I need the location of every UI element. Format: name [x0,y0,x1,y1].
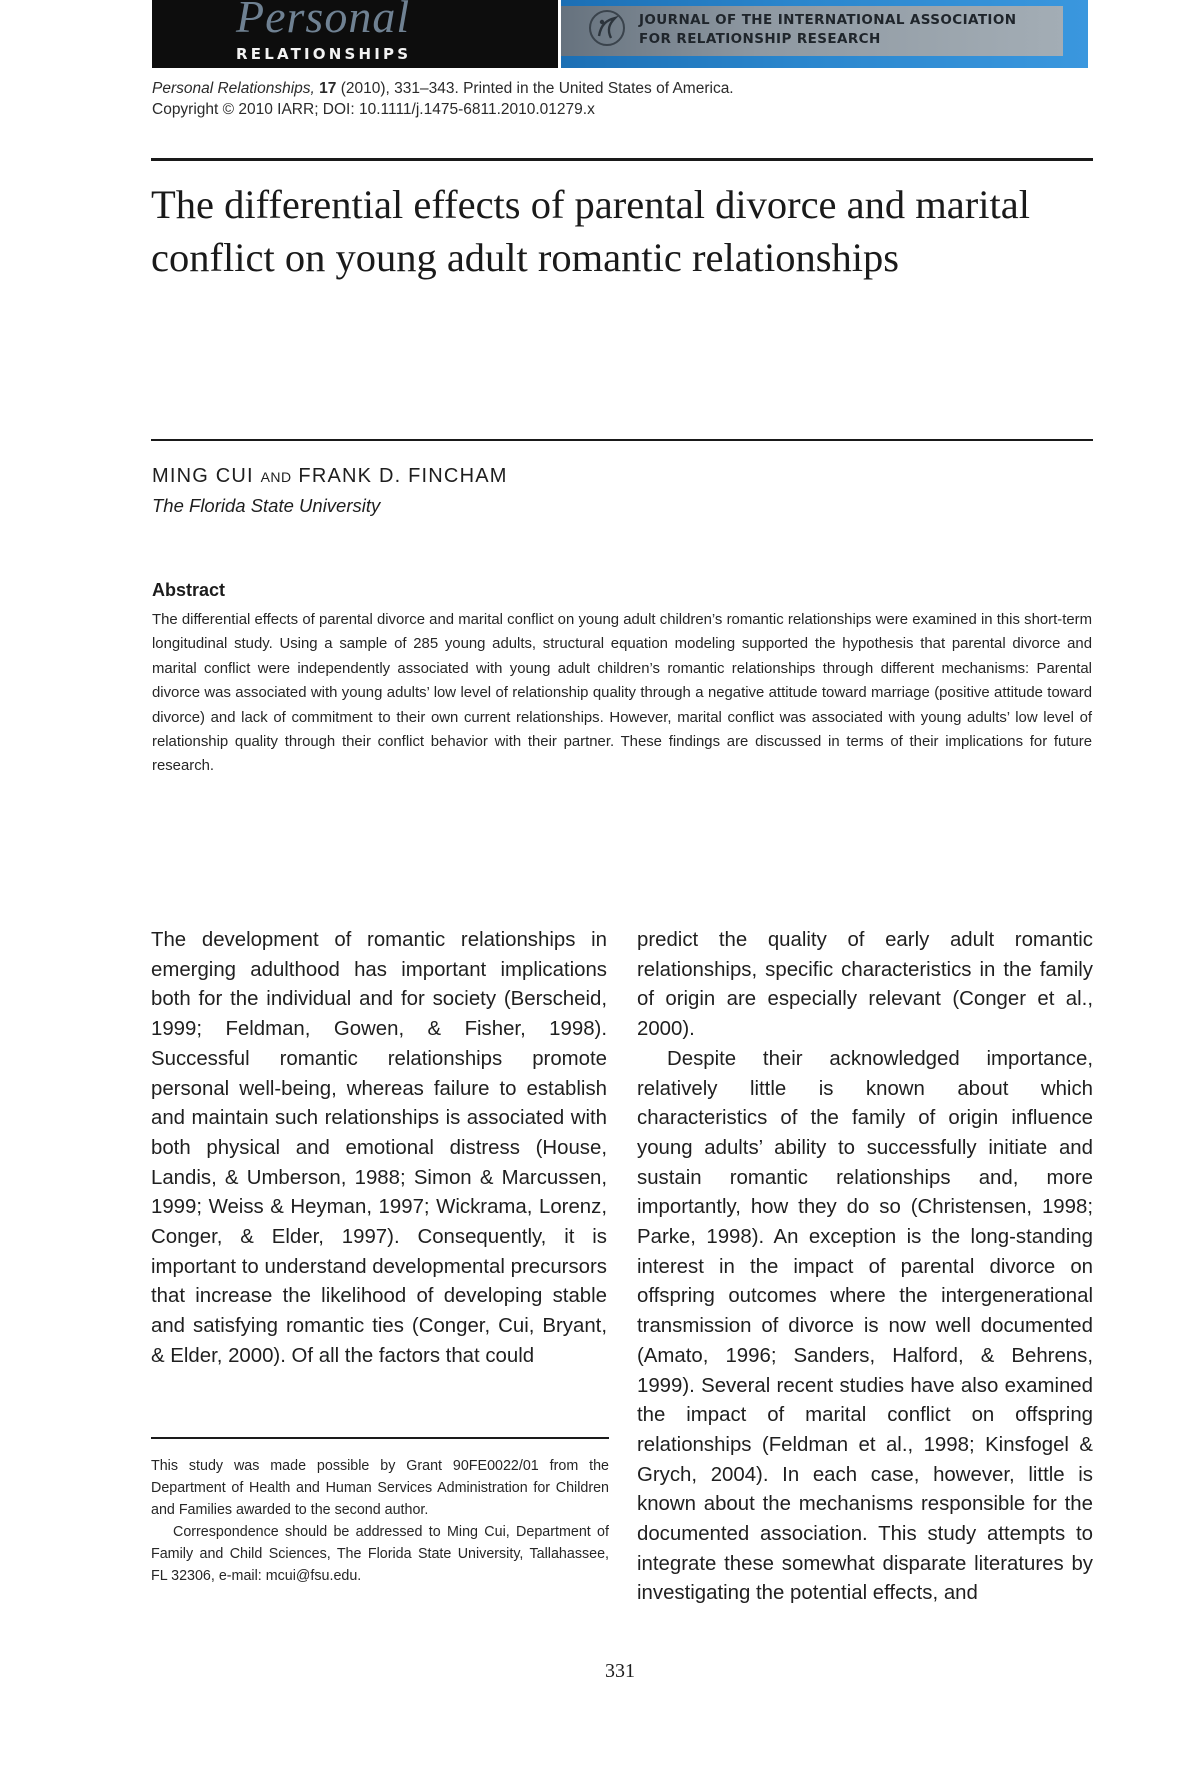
author-line [152,465,508,488]
body-column-left [151,926,607,1372]
author-affiliation: The Florida State University [152,495,381,516]
citation-line-1 [152,78,1092,99]
citation-journal: Personal Relationships, [152,80,315,97]
association-line-1: JOURNAL OF THE INTERNATIONAL ASSOCIATION [639,12,1017,28]
association-title [639,11,1016,49]
journal-name-script: Personal [236,0,411,42]
paper-title: The differential effects of parental divorce and marital conflict on young adult romantic relationships [151,182,1030,280]
body-paragraph: The development of romantic relationships in emerging adulthood has important implications both for the individual and for society (Berscheid, 1999; Feldman, Gowen, & Fisher, 1998). Successful romantic relationships promote personal well-being, whereas failure to establish and maintain such relationships is associated with both physical and emotional distress (House, Landis, & Umberson, 1988; Simon & Marcussen, 1999; Weiss & Heyman, 1997; Wickrama, Lorenz, Conger, & Elder, 1997). Consequently, it is important to understand developmental precursors that increase the likelihood of developing stable and satisfying romantic ties (Conger, Cui, Bryant, & Elder, 2000). Of all the factors that could [151,929,607,1367]
association-line-2: FOR RELATIONSHIP RESEARCH [639,31,881,47]
body-paragraph: predict the quality of early adult romantic relationships, specific characteristics in the family of origin are especially relevant (Conger et al., 2000). [637,929,1093,1041]
page-number: 331 [605,1660,635,1682]
abstract-heading: Abstract [152,580,226,600]
footnote-correspondence: Correspondence should be addressed to Ming Cui, Department of Family and Child Sciences, The Florida State University, Tallahassee, FL 32306, e-mail: mcui@fsu.edu. [151,1524,609,1584]
citation-line-2: Copyright © 2010 IARR; DOI: 10.1111/j.1475-6811.2010.01279.x [152,101,595,118]
author-1: MING CUI [152,465,254,487]
author-2: FRANK D. FINCHAM [298,465,508,487]
journal-name-caps: RELATIONSHIPS [236,45,412,63]
footnote-rule [151,1437,609,1439]
title-rule [151,439,1093,441]
footnote-funding: This study was made possible by Grant 90FE0022/01 from the Department of Health and Human Services Administration for Children and Families awarded to the second author. [151,1458,609,1518]
abstract-text: The differential effects of parental divorce and marital conflict on young adult children’s romantic relationships were examined in this short-term longitudinal study. Using a sample of 285 young adults, structural equation modeling supported the hypothesis that parental divorce and marital conflict were independently associated with young adult children’s romantic relationships through different mechanisms: Parental divorce was associated with young adults’ low level of relationship quality through a negative attitude toward marriage (positive attitude toward divorce) and lack of commitment to their own current relationships. However, marital conflict was associated with young adults’ low level of relationship quality through their conflict behavior with their partner. These findings are discussed in terms of their implications for future research. [152,612,1092,775]
body-paragraph: Despite their acknowledged importance, relatively little is known about which characteristics of the family of origin influence young adults’ ability to successfully initiate and sustain romantic relationships and, more importantly, how they do so (Christensen, 1998; Parke, 1998). An exception is the long-standing interest in the impact of parental divorce on offspring outcomes where the intergenerational transmission of divorce is now well documented (Amato, 1996; Sanders, Halford, & Behrens, 1999). Several recent studies have also examined the impact of marital conflict on offspring relationships (Feldman et al., 1998; Kinsfogel & Grych, 2004). In each case, however, little is known about the mechanisms responsible for the documented association. This study attempts to integrate these somewhat disparate literatures by investigating the potential effects, and [637,1047,1093,1605]
citation-details: (2010), 331–343. Printed in the United States of America. [336,80,734,97]
author-connector: AND [260,469,292,485]
header-rule [151,158,1093,161]
footnotes [151,1455,609,1587]
citation [152,78,1092,120]
association-banner [561,0,1088,68]
journal-logo-banner [152,0,558,68]
iarr-logo-icon [587,8,627,48]
body-column-right [637,926,1093,1609]
citation-volume: 17 [319,80,337,97]
